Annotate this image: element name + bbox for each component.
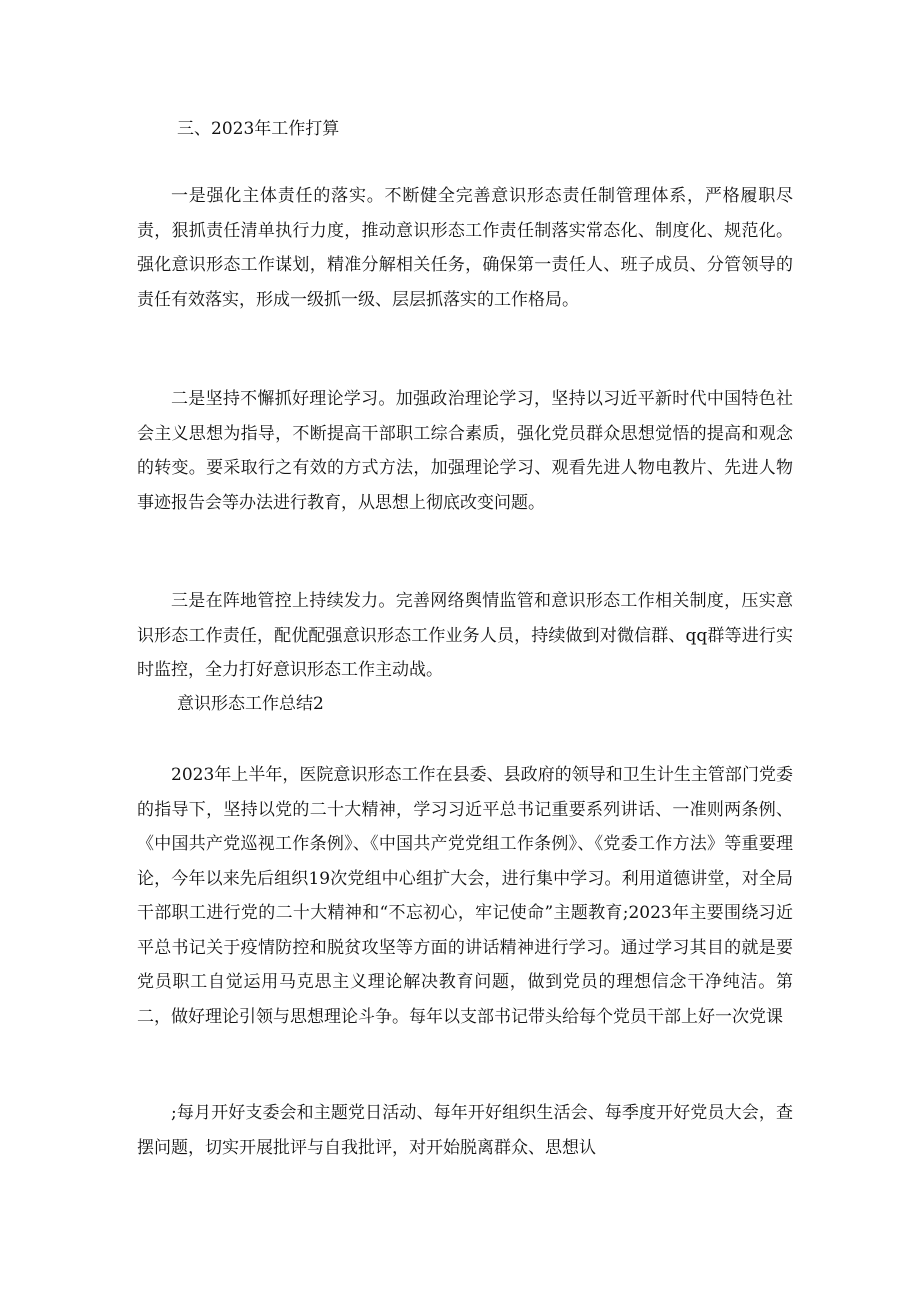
paragraph-hospital-summary: 2023年上半年，医院意识形态工作在县委、县政府的领导和卫生计生主管部门党委的指导下，坚持以党的二十大精神，学习习近平总书记重要系列讲话、一准则两条例、《中国共产党巡视工作条例》、《中国共产党党组工作条例》、《党委工作方法》等重要理论，今年以来先后组织19次党组中心组扩大会，进行集中学习。利用道德讲堂，对全局干部职工进行党的二十大精神和“不忘初心，牢记使命”主题教育;2023年主要围绕习近平总书记关于疫情防控和脱贫攻坚等方面的讲话精神进行学习。通过学习其目的就是要党员职工自觉运用马克思主义理论解决教育问题，做到党员的理想信念干净纯洁。第二，做好理论引领与思想理论斗争。每年以支部书记带头给每个党员干部上好一次党课 (137, 765, 793, 1027)
paragraph-theory-study: 二是坚持不懈抓好理论学习。加强政治理论学习，坚持以习近平新时代中国特色社会主义思想为指导，不断提高干部职工综合素质，强化党员群众思想觉悟的提高和观念的转变。要采取行之有效的方式方法，加强理论学习、观看先进人物电教片、先进人物事迹报告会等办法进行教育，从思想上彻底改变问题。 (137, 389, 793, 513)
paragraph-position-control: 三是在阵地管控上持续发力。完善网络舆情监管和意识形态工作相关制度，压实意识形态工作责任，配优配强意识形态工作业务人员，持续做到对微信群、qq群等进行实时监控，全力打好意识形态工作主动战。 (137, 591, 793, 680)
summary-subtitle: 意识形态工作总结2 (177, 694, 324, 714)
paragraph-monthly-meetings: ;每月开好支委会和主题党日活动、每年开好组织生活会、每季度开好党员大会，查摆问题，切实开展批评与自我批评，对开始脱离群众、思想认 (137, 1103, 793, 1158)
paragraph-main-responsibility: 一是强化主体责任的落实。不断健全完善意识形态责任制管理体系，严格履职尽责，狠抓责任清单执行力度，推动意识形态工作责任制落实常态化、制度化、规范化。强化意识形态工作谋划，精准分解相关任务，确保第一责任人、班子成员、分管领导的责任有效落实，形成一级抓一级、层层抓落实的工作格局。 (137, 186, 793, 310)
section-heading: 三、2023年工作打算 (177, 119, 340, 139)
